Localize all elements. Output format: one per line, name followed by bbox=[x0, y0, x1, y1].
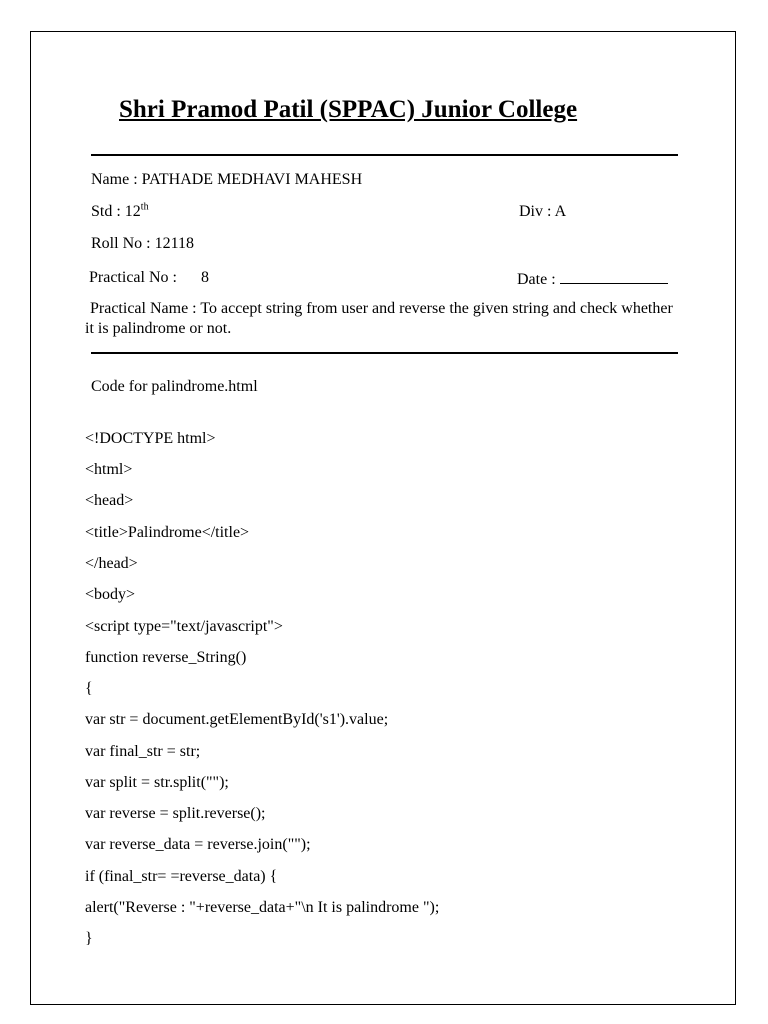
student-name bbox=[91, 171, 362, 189]
date-field bbox=[517, 269, 668, 289]
code-line: <head> bbox=[85, 492, 134, 509]
code-line: </head> bbox=[85, 555, 138, 572]
code-line: var split = str.split(""); bbox=[85, 774, 229, 791]
code-line: alert("Reverse : "+reverse_data+"\n It is palindrome "); bbox=[85, 899, 440, 916]
code-line: function reverse_String() bbox=[85, 649, 247, 666]
practical-name-value: To accept string from user and reverse the given string and check whether it is palindrome or not. bbox=[85, 300, 673, 337]
college-title: Shri Pramod Patil (SPPAC) Junior College bbox=[119, 96, 578, 123]
code-line: <script type="text/javascript"> bbox=[85, 618, 283, 635]
date-blank-line bbox=[560, 269, 668, 284]
practical-name-label: Practical Name : bbox=[90, 300, 201, 317]
code-line: { bbox=[85, 680, 93, 697]
code-line: } bbox=[85, 930, 93, 947]
code-line: var reverse = split.reverse(); bbox=[85, 805, 266, 822]
std-superscript: th bbox=[140, 201, 149, 213]
code-line: var final_str = str; bbox=[85, 743, 201, 760]
date-label: Date : bbox=[517, 271, 560, 288]
code-heading: Code for palindrome.html bbox=[91, 378, 258, 395]
student-std bbox=[91, 203, 149, 221]
header-divider-top bbox=[91, 154, 678, 156]
practical-no-label: Practical No : bbox=[89, 269, 177, 286]
code-line: <body> bbox=[85, 586, 136, 603]
header-divider-bottom bbox=[91, 352, 678, 354]
code-line: <html> bbox=[85, 461, 133, 478]
document-page bbox=[30, 31, 736, 1005]
code-line: <title>Palindrome</title> bbox=[85, 524, 250, 541]
name-label: Name : bbox=[91, 171, 142, 188]
std-label: Std : 12 bbox=[91, 203, 141, 220]
name-value: PATHADE MEDHAVI MAHESH bbox=[141, 171, 363, 188]
practical-name bbox=[85, 299, 685, 339]
code-line: if (final_str= =reverse_data) { bbox=[85, 868, 278, 885]
practical-no-value: 8 bbox=[200, 269, 209, 286]
code-line: var str = document.getElementById('s1').value; bbox=[85, 711, 389, 728]
practical-no bbox=[89, 269, 209, 287]
student-div: Div : A bbox=[519, 203, 567, 220]
code-line: <!DOCTYPE html> bbox=[85, 430, 216, 447]
roll-no: Roll No : 12118 bbox=[91, 235, 194, 252]
code-line: var reverse_data = reverse.join(""); bbox=[85, 836, 311, 853]
